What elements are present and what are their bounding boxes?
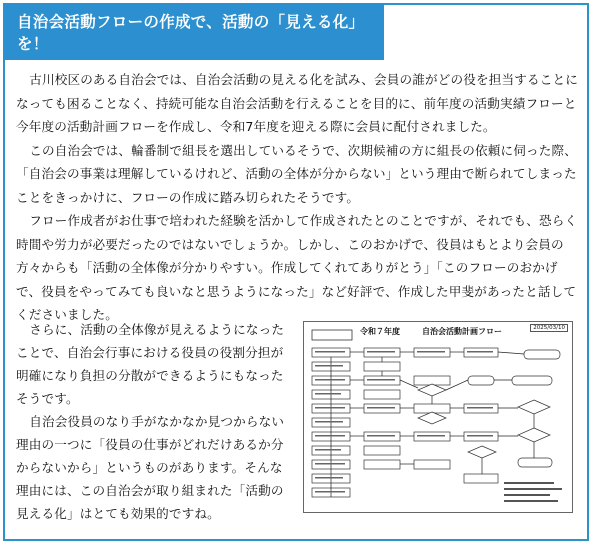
paragraph: フロー作成者がお仕事で培われた経験を活かして作成されたとのことですが、それでも、恐らく時間や労力が必要だったのではないでしょうか。しかし、このおかげで、役員はもとより会員の方々からも「活動の全体像が分かりやすい。作成してくれてありがとう」「このフローのおかげで、役員をやってみても良いなと思うようになった」など好評で、作成した甲斐があったと話してくださいました。	[16, 213, 578, 322]
flowchart-title: 自治会活動計画フロー	[422, 327, 502, 336]
paragraph: 古川校区のある自治会では、自治会活動の見える化を試み、会員の誰がどの役を担当することになっても困ることなく、持続可能な自治会活動を行えることを目的に、前年度の活動実績フローと今年度の活動計画フローを作成し、令和7年度を迎える際に会員に配付されました。	[16, 72, 578, 134]
page-title: 自治会活動フローの作成で、活動の「見える化」を！	[17, 12, 365, 53]
title-banner	[3, 3, 384, 60]
flowchart-diagram	[304, 322, 572, 512]
flowchart-year: 令和７年度	[360, 327, 400, 336]
paragraph: さらに、活動の全体像が見えるようになったことで、自治会行事における役員の役割分担が明確になり負担の分散ができるようにもなったそうです。	[16, 322, 285, 406]
flowchart-date: 2025/03/10	[530, 324, 568, 332]
article-lower	[16, 318, 294, 525]
paragraph: この自治会では、輪番制で組長を選出しているそうで、次期候補の方に組長の依頼に伺った際、「自治会の事業は理解しているけれど、活動の全体が分からない」という理由で断られてしまったことをきっかけに、フローの作成に踏み切られたそうです。	[16, 142, 577, 205]
article-body	[16, 68, 578, 327]
paragraph: 自治会役員のなり手がなかなか見つからない理由の一つに「役員の仕事がどれだけあるか分からないから」というものがあります。そんな理由には、この自治会が取り組まれた「活動の見える化」はとても効果的ですね。	[16, 414, 285, 521]
flowchart-image	[303, 321, 573, 513]
